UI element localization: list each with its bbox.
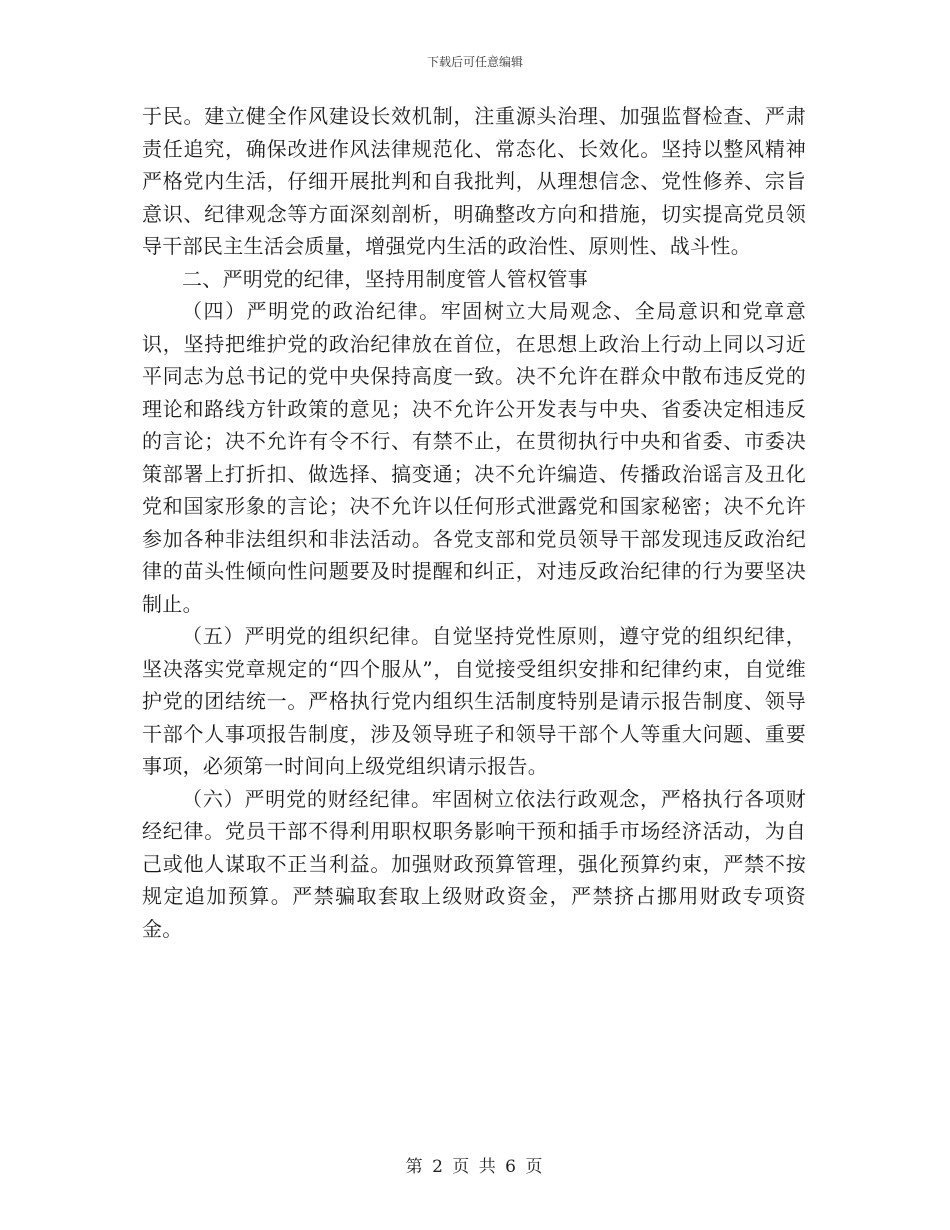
paragraph-political-discipline: （四）严明党的政治纪律。牢固树立大局观念、全局意识和党章意识，坚持把维护党的政治纪律放在首位，在思想上政治上行动上同以习近平同志为总书记的党中央保持高度一致。决不允许在群众中散布违反党的理论和路线方针政策的意见；决不允许公开发表与中央、省委决定相违反的言论；决不允许有令不行、有禁不止，在贯彻执行中央和省委、市委决策部署上打折扣、做选择、搞变通；决不允许编造、传播政治谣言及丑化党和国家形象的言论；决不允许以任何形式泄露党和国家秘密；决不允许参加各种非法组织和非法活动。各党支部和党员领导干部发现违反政治纪律的苗头性倾向性问题要及时提醒和纠正，对违反政治纪律的行为要坚决制止。 — [142, 299, 806, 616]
section-heading: 二、严明党的纪律，坚持用制度管人管权管事 — [182, 266, 588, 291]
page-number: 第 2 页 共 6 页 — [405, 1157, 545, 1177]
paragraph-organizational-discipline: （五）严明党的组织纪律。自觉坚持党性原则，遵守党的组织纪律，坚决落实党章规定的“四个服从”，自觉接受组织安排和纪律约束，自觉维护党的团结统一。严格执行党内组织生活制度特别是请示报告制度、领导干部个人事项报告制度，涉及领导班子和领导干部个人等重大问题、重要事项，必须第一时间向上级党组织请示报告。 — [142, 624, 806, 778]
paragraph-continuation: 于民。建立健全作风建设长效机制，注重源头治理、加强监督检查、严肃责任追究，确保改进作风法律规范化、常态化、长效化。坚持以整风精神严格党内生活，仔细开展批判和自我批判，从理想信念、党性修养、宗旨意识、纪律观念等方面深刻剖析，明确整改方向和措施，切实提高党员领导干部民主生活会质量，增强党内生活的政治性、原则性、战斗性。 — [142, 104, 806, 258]
paragraph-financial-discipline: （六）严明党的财经纪律。牢固树立依法行政观念，严格执行各项财经纪律。党员干部不得利用职权职务影响干预和插手市场经济活动，为自己或他人谋取不正当利益。加强财政预算管理，强化预算约束，严禁不按规定追加预算。严禁骗取套取上级财政资金，严禁挤占挪用财政专项资金。 — [142, 786, 806, 941]
document-body — [142, 100, 806, 945]
page-header: 下载后可任意编辑 — [426, 55, 523, 69]
